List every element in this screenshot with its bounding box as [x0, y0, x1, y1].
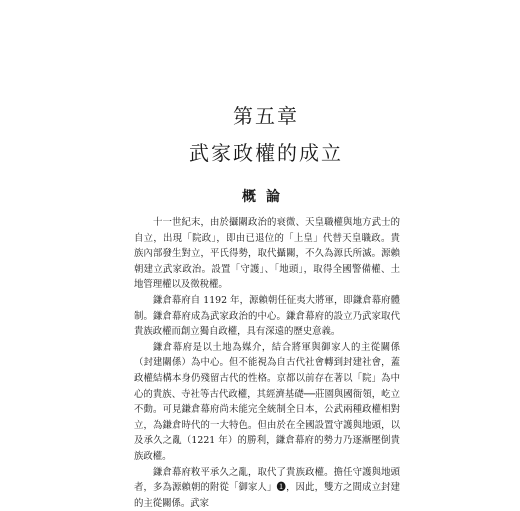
body-text: [134, 215, 400, 511]
chapter-title: 武家政權的成立: [0, 137, 520, 166]
paragraph: 鎌倉幕府敉平承久之亂，取代了貴族政權。擔任守護與地頭者，多為源賴朝的附從「御家人」❶，因此，雙方之間成立封建的主從關係。武家: [134, 465, 400, 511]
paragraph: 鎌倉幕府是以土地為媒介，結合將軍與御家人的主從關係（封建關係）為中心。但不能視為自古代社會轉到封建社會，蓋政權結構本身仍殘留古代的性格。京都以前存在著以「院」為中心的貴族、寺社等古代政權，其經濟基礎──莊園與國衙領，屹立不動。可見鎌倉幕府尚未能完全統制全日本，公武兩種政權相對立，為鎌倉時代的一大特色。但由於在全國設置守護與地頭，以及承久之亂（1221 年）的勝利，鎌倉幕府的勢力乃逐漸壓倒貴族政權。: [134, 340, 400, 465]
section-title: 概論: [0, 186, 520, 206]
paragraph: 鎌倉幕府自 1192 年，源賴朝任征夷大將軍，即鎌倉幕府體制。鎌倉幕府成為武家政治的中心。鎌倉幕府的設立乃武家取代貴族政權而創立獨自政權，具有深遠的歷史意義。: [134, 293, 400, 340]
paragraph: 十一世紀末，由於攝關政治的衰微、天皇職權與地方武士的自立，出現「院政」，即由已退位的「上皇」代替天皇職政。貴族內部發生對立，平氏得勢，取代攝關，不久為源氏所滅。源賴朝建立武家政治。設置「守護」、「地頭」，取得全國警備權、土地管理權以及徵稅權。: [134, 215, 400, 293]
chapter-number: 第五章: [0, 100, 520, 129]
